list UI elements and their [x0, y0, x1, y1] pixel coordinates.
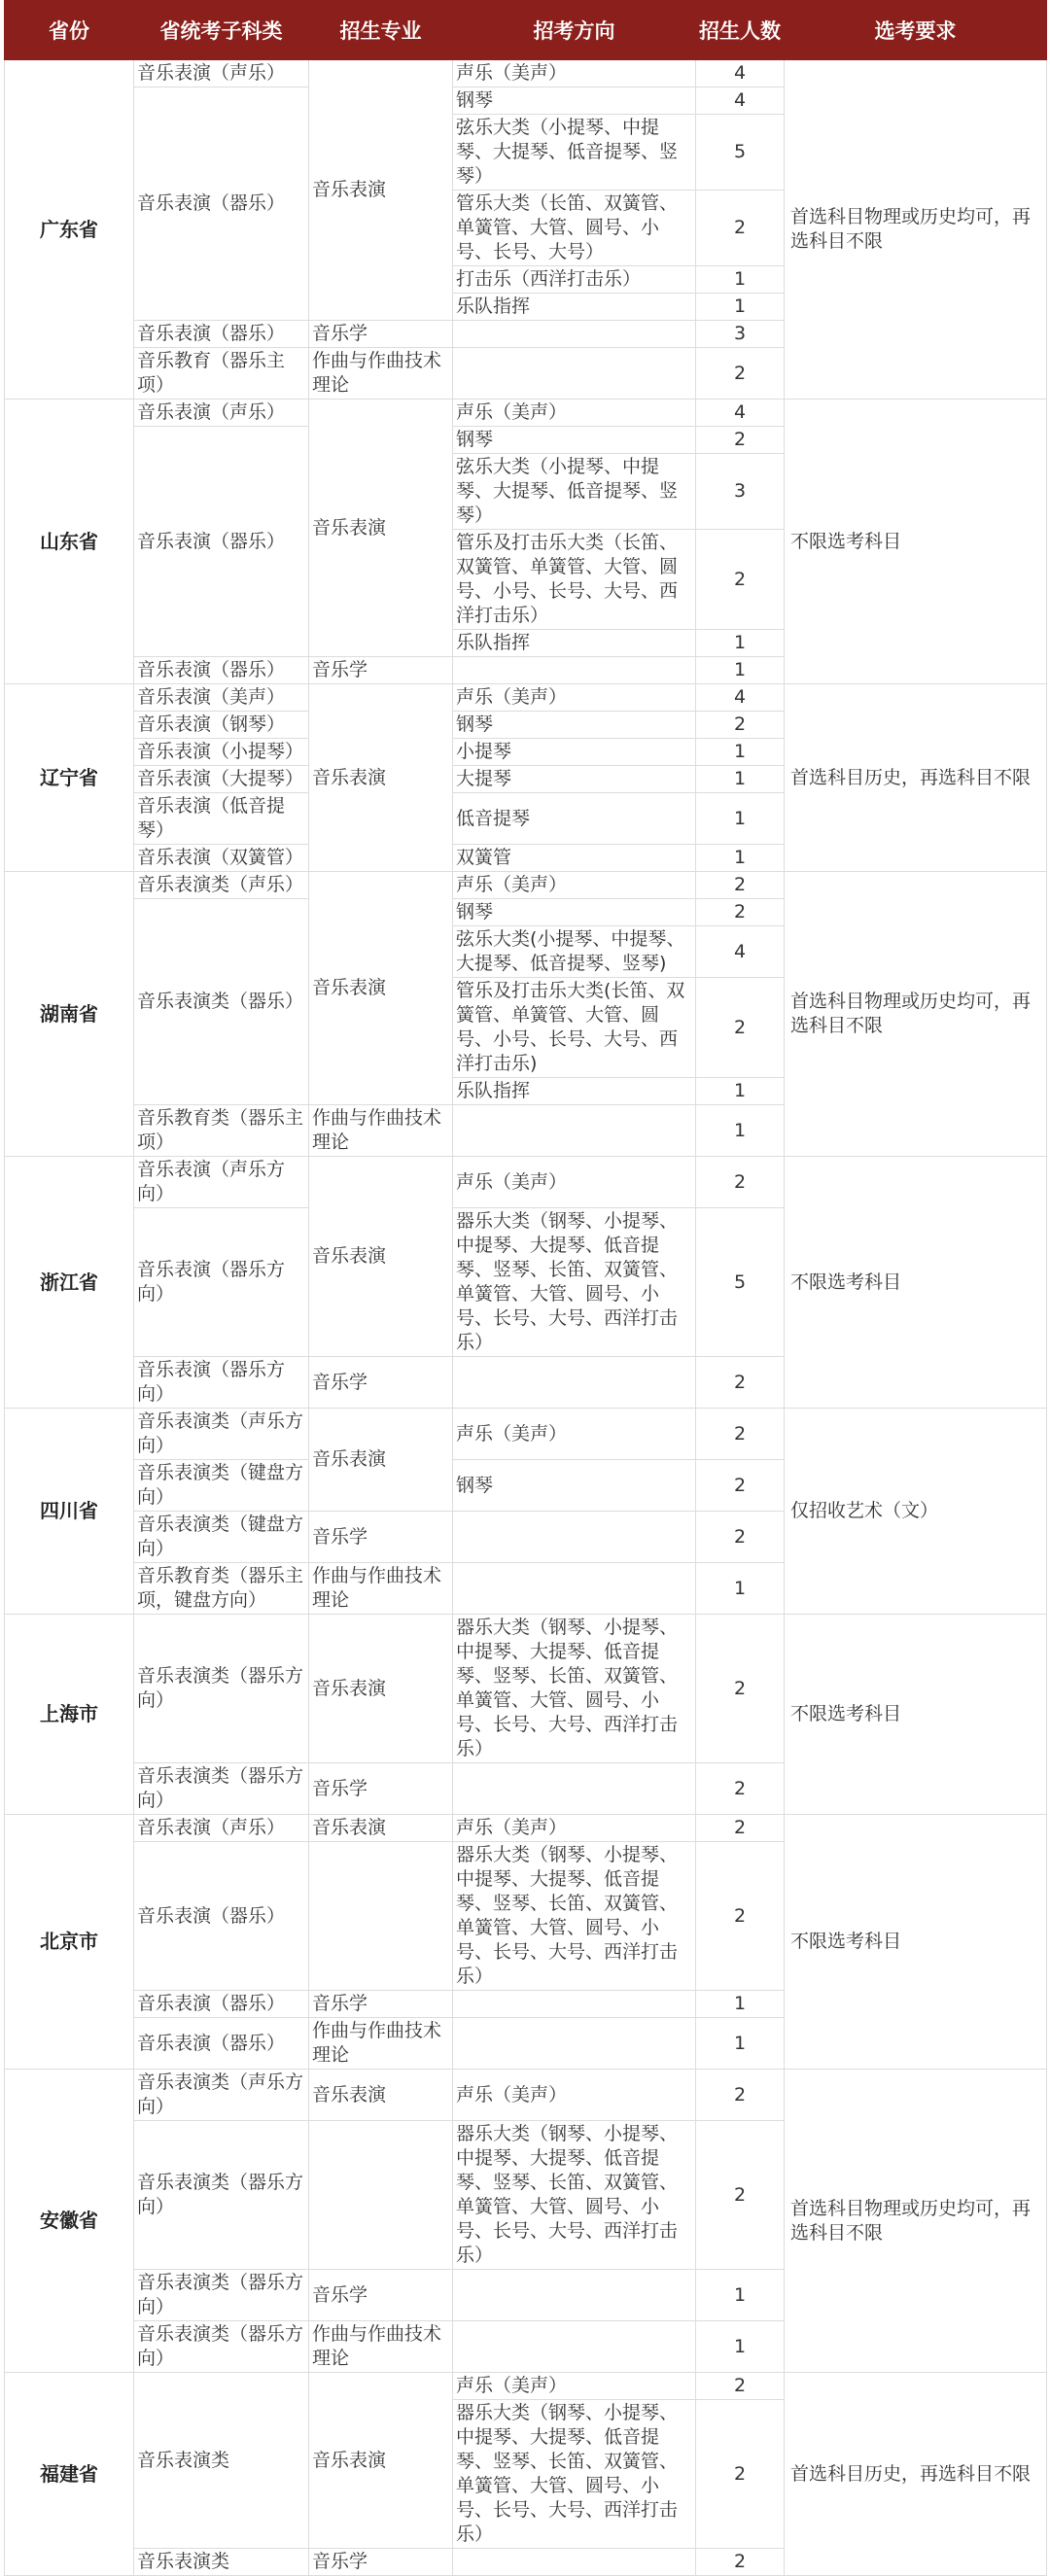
requirement-cell: 不限选考科目	[785, 1157, 1047, 1409]
table-row	[5, 684, 1047, 712]
count-cell: 2	[696, 1763, 785, 1815]
count-cell: 2	[696, 1409, 785, 1460]
direction-cell: 大提琴	[453, 766, 696, 793]
subject-category-cell: 音乐表演类（键盘方向）	[134, 1512, 309, 1563]
subject-category-cell: 音乐表演类（键盘方向）	[134, 1460, 309, 1512]
subject-category-cell: 音乐表演（器乐）	[134, 87, 309, 321]
major-cell: 音乐学	[309, 1991, 453, 2018]
count-cell: 2	[696, 1512, 785, 1563]
subject-category-cell: 音乐表演（小提琴）	[134, 739, 309, 766]
count-cell: 4	[696, 400, 785, 427]
province-cell: 山东省	[5, 400, 134, 684]
direction-cell: 声乐（美声）	[453, 1815, 696, 1842]
count-cell: 1	[696, 630, 785, 657]
subject-category-cell: 音乐表演（声乐）	[134, 60, 309, 87]
subject-category-cell: 音乐表演（器乐）	[134, 657, 309, 684]
subject-category-cell: 音乐表演类（器乐）	[134, 899, 309, 1105]
subject-category-cell: 音乐表演类（器乐方向）	[134, 1763, 309, 1815]
direction-cell: 弦乐大类(小提琴、中提琴、大提琴、低音提琴、竖琴)	[453, 926, 696, 978]
direction-cell	[453, 1512, 696, 1563]
count-cell: 4	[696, 87, 785, 115]
subject-category-cell: 音乐教育（器乐主项）	[134, 348, 309, 400]
header-row	[5, 1, 1047, 60]
admissions-table-wrapper	[4, 0, 1046, 2576]
count-cell: 1	[696, 2321, 785, 2373]
direction-cell	[453, 2549, 696, 2576]
count-cell: 2	[696, 1357, 785, 1409]
direction-cell: 器乐大类（钢琴、小提琴、中提琴、大提琴、低音提琴、竖琴、长笛、双簧管、单簧管、大管、圆号、小号、长号、大号、西洋打击乐）	[453, 1615, 696, 1763]
count-cell: 1	[696, 2270, 785, 2321]
count-cell: 2	[696, 427, 785, 454]
major-cell: 作曲与作曲技术理论	[309, 2321, 453, 2373]
count-cell: 1	[696, 657, 785, 684]
count-cell: 3	[696, 454, 785, 530]
subject-category-cell: 音乐表演（声乐）	[134, 400, 309, 427]
count-cell: 5	[696, 115, 785, 191]
major-cell: 音乐表演	[309, 60, 453, 321]
direction-cell: 器乐大类（钢琴、小提琴、中提琴、大提琴、低音提琴、竖琴、长笛、双簧管、单簧管、大管、圆号、小号、长号、大号、西洋打击乐）	[453, 1842, 696, 1991]
direction-cell: 钢琴	[453, 1460, 696, 1512]
major-cell: 作曲与作曲技术理论	[309, 2018, 453, 2070]
count-cell: 1	[696, 1563, 785, 1615]
major-cell: 音乐学	[309, 1763, 453, 1815]
subject-category-cell: 音乐教育类（器乐主项，键盘方向）	[134, 1563, 309, 1615]
count-cell: 1	[696, 1105, 785, 1157]
direction-cell: 声乐（美声）	[453, 400, 696, 427]
header-count: 招生人数	[696, 1, 785, 60]
subject-category-cell: 音乐表演（声乐）	[134, 1815, 309, 1842]
direction-cell: 低音提琴	[453, 793, 696, 845]
direction-cell: 打击乐（西洋打击乐）	[453, 266, 696, 294]
subject-category-cell: 音乐表演类（器乐方向）	[134, 2321, 309, 2373]
major-cell: 作曲与作曲技术理论	[309, 1563, 453, 1615]
direction-cell: 声乐（美声）	[453, 2070, 696, 2121]
province-cell: 安徽省	[5, 2070, 134, 2373]
count-cell: 4	[696, 926, 785, 978]
count-cell: 4	[696, 60, 785, 87]
direction-cell: 管乐及打击乐大类（长笛、双簧管、单簧管、大管、圆号、小号、长号、大号、西洋打击乐）	[453, 530, 696, 630]
count-cell: 1	[696, 2018, 785, 2070]
direction-cell: 声乐（美声）	[453, 1409, 696, 1460]
province-cell: 上海市	[5, 1615, 134, 1815]
count-cell: 5	[696, 1208, 785, 1357]
major-cell: 音乐表演	[309, 2373, 453, 2549]
direction-cell: 器乐大类（钢琴、小提琴、中提琴、大提琴、低音提琴、竖琴、长笛、双簧管、单簧管、大管、圆号、小号、长号、大号、西洋打击乐）	[453, 2121, 696, 2270]
table-row	[5, 2373, 1047, 2400]
major-cell	[309, 1842, 453, 1991]
header-subject-category: 省统考子科类	[134, 1, 309, 60]
direction-cell	[453, 2018, 696, 2070]
direction-cell: 器乐大类（钢琴、小提琴、中提琴、大提琴、低音提琴、竖琴、长笛、双簧管、单簧管、大管、圆号、小号、长号、大号、西洋打击乐）	[453, 2400, 696, 2549]
direction-cell	[453, 1763, 696, 1815]
count-cell: 2	[696, 348, 785, 400]
direction-cell: 乐队指挥	[453, 630, 696, 657]
count-cell: 2	[696, 872, 785, 899]
subject-category-cell: 音乐表演类	[134, 2549, 309, 2576]
count-cell: 2	[696, 1460, 785, 1512]
direction-cell: 声乐（美声）	[453, 872, 696, 899]
requirement-cell: 不限选考科目	[785, 400, 1047, 684]
count-cell: 2	[696, 1157, 785, 1208]
direction-cell: 管乐大类（长笛、双簧管、单簧管、大管、圆号、小号、长号、大号）	[453, 191, 696, 266]
count-cell: 2	[696, 712, 785, 739]
count-cell: 1	[696, 266, 785, 294]
direction-cell: 声乐（美声）	[453, 684, 696, 712]
table-body	[5, 60, 1047, 2576]
direction-cell	[453, 2270, 696, 2321]
direction-cell: 管乐及打击乐大类(长笛、双簧管、单簧管、大管、圆号、小号、长号、大号、西洋打击乐)	[453, 978, 696, 1078]
subject-category-cell: 音乐表演（器乐方向）	[134, 1208, 309, 1357]
table-header	[5, 1, 1047, 60]
requirement-cell: 仅招收艺术（文）	[785, 1409, 1047, 1615]
major-cell: 音乐学	[309, 321, 453, 348]
subject-category-cell: 音乐表演类	[134, 2373, 309, 2549]
requirement-cell: 不限选考科目	[785, 1815, 1047, 2070]
direction-cell: 声乐（美声）	[453, 1157, 696, 1208]
count-cell: 2	[696, 978, 785, 1078]
province-cell: 辽宁省	[5, 684, 134, 872]
table-row	[5, 2070, 1047, 2121]
count-cell: 3	[696, 321, 785, 348]
subject-category-cell: 音乐表演（大提琴）	[134, 766, 309, 793]
major-cell: 音乐表演	[309, 2070, 453, 2121]
count-cell: 1	[696, 766, 785, 793]
direction-cell: 弦乐大类（小提琴、中提琴、大提琴、低音提琴、竖琴）	[453, 454, 696, 530]
major-cell: 音乐学	[309, 2270, 453, 2321]
subject-category-cell: 音乐表演类（声乐方向）	[134, 2070, 309, 2121]
major-cell: 音乐表演	[309, 1615, 453, 1763]
direction-cell	[453, 321, 696, 348]
count-cell: 2	[696, 1815, 785, 1842]
subject-category-cell: 音乐表演（器乐）	[134, 321, 309, 348]
direction-cell: 器乐大类（钢琴、小提琴、中提琴、大提琴、低音提琴、竖琴、长笛、双簧管、单簧管、大管、圆号、小号、长号、大号、西洋打击乐）	[453, 1208, 696, 1357]
subject-category-cell: 音乐表演（器乐方向）	[134, 1357, 309, 1409]
subject-category-cell: 音乐教育类（器乐主项）	[134, 1105, 309, 1157]
subject-category-cell: 音乐表演类（器乐方向）	[134, 2270, 309, 2321]
province-cell: 四川省	[5, 1409, 134, 1615]
count-cell: 2	[696, 2121, 785, 2270]
count-cell: 2	[696, 530, 785, 630]
subject-category-cell: 音乐表演类（声乐方向）	[134, 1409, 309, 1460]
table-row	[5, 1615, 1047, 1763]
subject-category-cell: 音乐表演类（器乐方向）	[134, 2121, 309, 2270]
subject-category-cell: 音乐表演（双簧管）	[134, 845, 309, 872]
subject-category-cell: 音乐表演（声乐方向）	[134, 1157, 309, 1208]
table-row	[5, 1815, 1047, 1842]
subject-category-cell: 音乐表演（器乐）	[134, 1991, 309, 2018]
major-cell: 音乐学	[309, 2549, 453, 2576]
direction-cell: 声乐（美声）	[453, 2373, 696, 2400]
direction-cell: 钢琴	[453, 87, 696, 115]
count-cell: 2	[696, 899, 785, 926]
major-cell: 音乐表演	[309, 684, 453, 872]
requirement-cell: 首选科目物理或历史均可，再选科目不限	[785, 60, 1047, 400]
table-row	[5, 1157, 1047, 1208]
direction-cell: 声乐（美声）	[453, 60, 696, 87]
requirement-cell: 首选科目物理或历史均可，再选科目不限	[785, 872, 1047, 1157]
count-cell: 4	[696, 684, 785, 712]
count-cell: 2	[696, 2400, 785, 2549]
direction-cell: 钢琴	[453, 427, 696, 454]
major-cell: 音乐表演	[309, 400, 453, 657]
major-cell: 音乐学	[309, 1512, 453, 1563]
major-cell: 音乐表演	[309, 872, 453, 1105]
province-cell: 广东省	[5, 60, 134, 400]
province-cell: 湖南省	[5, 872, 134, 1157]
count-cell: 2	[696, 2373, 785, 2400]
table-row	[5, 60, 1047, 87]
count-cell: 1	[696, 845, 785, 872]
major-cell: 音乐学	[309, 1357, 453, 1409]
major-cell: 音乐表演	[309, 1157, 453, 1357]
table-row	[5, 1409, 1047, 1460]
province-cell: 北京市	[5, 1815, 134, 2070]
direction-cell: 钢琴	[453, 899, 696, 926]
direction-cell: 弦乐大类（小提琴、中提琴、大提琴、低音提琴、竖琴）	[453, 115, 696, 191]
subject-category-cell: 音乐表演（美声）	[134, 684, 309, 712]
table-row	[5, 872, 1047, 899]
direction-cell	[453, 1563, 696, 1615]
direction-cell: 乐队指挥	[453, 294, 696, 321]
count-cell: 2	[696, 1842, 785, 1991]
requirement-cell: 首选科目历史，再选科目不限	[785, 684, 1047, 872]
header-major: 招生专业	[309, 1, 453, 60]
direction-cell: 双簧管	[453, 845, 696, 872]
count-cell: 1	[696, 294, 785, 321]
count-cell: 1	[696, 739, 785, 766]
direction-cell: 小提琴	[453, 739, 696, 766]
major-cell: 音乐表演	[309, 1409, 453, 1512]
direction-cell: 乐队指挥	[453, 1078, 696, 1105]
subject-category-cell: 音乐表演（钢琴）	[134, 712, 309, 739]
table-row	[5, 400, 1047, 427]
direction-cell	[453, 1991, 696, 2018]
subject-category-cell: 音乐表演（器乐）	[134, 427, 309, 657]
count-cell: 1	[696, 793, 785, 845]
count-cell: 2	[696, 1615, 785, 1763]
major-cell: 作曲与作曲技术理论	[309, 348, 453, 400]
count-cell: 2	[696, 2070, 785, 2121]
major-cell: 音乐表演	[309, 1815, 453, 1842]
admissions-table	[4, 0, 1047, 2576]
subject-category-cell: 音乐表演类（器乐方向）	[134, 1615, 309, 1763]
major-cell: 作曲与作曲技术理论	[309, 1105, 453, 1157]
province-cell: 福建省	[5, 2373, 134, 2576]
count-cell: 2	[696, 2549, 785, 2576]
direction-cell	[453, 657, 696, 684]
count-cell: 1	[696, 1078, 785, 1105]
requirement-cell: 首选科目物理或历史均可，再选科目不限	[785, 2070, 1047, 2373]
header-direction: 招考方向	[453, 1, 696, 60]
direction-cell	[453, 348, 696, 400]
major-cell	[309, 2121, 453, 2270]
subject-category-cell: 音乐表演（器乐）	[134, 2018, 309, 2070]
count-cell: 2	[696, 191, 785, 266]
subject-category-cell: 音乐表演（器乐）	[134, 1842, 309, 1991]
direction-cell: 钢琴	[453, 712, 696, 739]
subject-category-cell: 音乐表演类（声乐）	[134, 872, 309, 899]
subject-category-cell: 音乐表演（低音提琴）	[134, 793, 309, 845]
count-cell: 1	[696, 1991, 785, 2018]
header-province: 省份	[5, 1, 134, 60]
header-requirement: 选考要求	[785, 1, 1047, 60]
requirement-cell: 不限选考科目	[785, 1615, 1047, 1815]
major-cell: 音乐学	[309, 657, 453, 684]
province-cell: 浙江省	[5, 1157, 134, 1409]
requirement-cell: 首选科目历史，再选科目不限	[785, 2373, 1047, 2576]
direction-cell	[453, 1357, 696, 1409]
direction-cell	[453, 2321, 696, 2373]
direction-cell	[453, 1105, 696, 1157]
